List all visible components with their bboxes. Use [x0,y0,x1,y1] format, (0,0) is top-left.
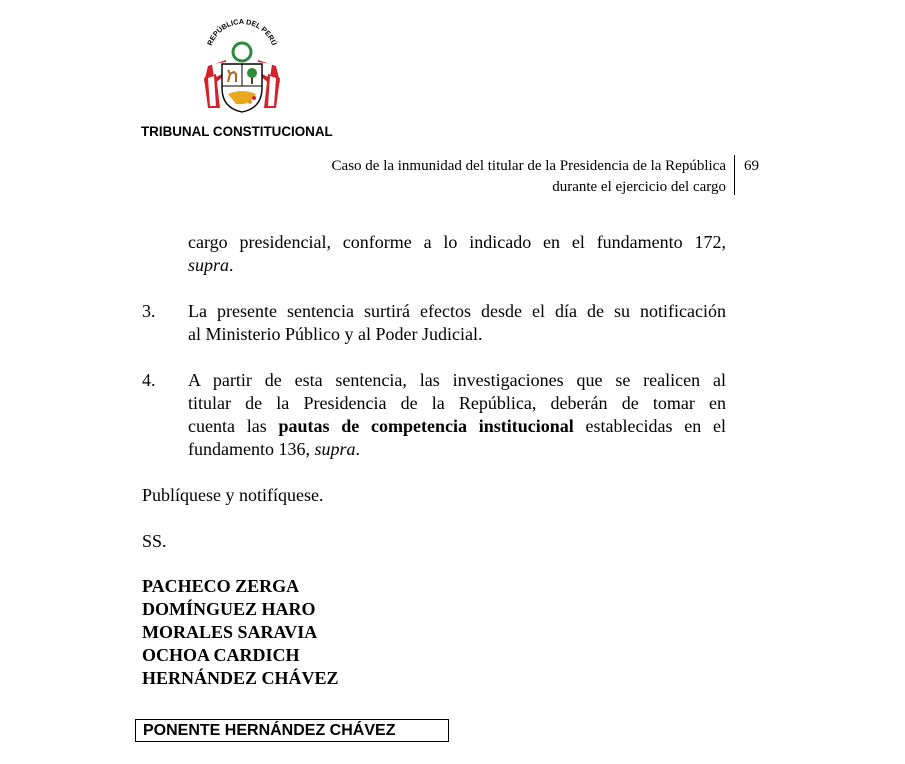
continuation-line-2 [188,254,726,277]
supra-italic: supra [314,439,356,459]
item-4-line-2: titular de la Presidencia de la República, deberán de tomar en [188,393,726,413]
bold-phrase: pautas de competencia institucional [278,416,574,436]
signature-name: PACHECO ZERGA [142,576,300,596]
seal-text: REPÚBLICA DEL PERÚ [205,16,279,47]
page-number: 69 [744,158,759,174]
coat-of-arms-icon [190,16,294,116]
institution-name: TRIBUNAL CONSTITUCIONAL [141,124,333,139]
ponente-box [135,719,449,742]
republic-seal [190,16,294,116]
closing-line: Publíquese y notifíquese. [142,485,324,505]
item-4-number: 4. [142,370,156,390]
item-4-line-3 [188,415,726,438]
signature-name: OCHOA CARDICH [142,645,300,665]
continuation-paragraph [188,231,726,277]
item-4-line-3-end: establecidas en el [585,416,727,436]
header-divider [734,155,735,195]
case-title [240,156,726,198]
item-3-line-1: La presente sentencia surtirá efectos desde el día de su notificación [188,301,726,321]
signature-list [142,575,339,690]
item-3-line-2: al Ministerio Público y al Poder Judicial. [188,324,483,344]
ponente-label: PONENTE HERNÁNDEZ CHÁVEZ [143,722,396,739]
supra-italic: supra [188,255,230,275]
continuation-line-1: cargo presidencial, conforme a lo indicado en el fundamento 172, [188,232,726,252]
item-3-number: 3. [142,301,156,321]
signature-name: DOMÍNGUEZ HARO [142,599,316,619]
signature-name: MORALES SARAVIA [142,622,318,642]
item-4-line-3-start: cuenta las [188,416,267,436]
item-4-line-1: A partir de esta sentencia, las investigaciones que se realicen al [188,370,726,390]
signature-name: HERNÁNDEZ CHÁVEZ [142,668,339,688]
item-4-line-4 [188,438,726,461]
case-title-line-2: durante el ejercicio del cargo [552,179,726,195]
case-title-line-1: Caso de la inmunidad del titular de la Presidencia de la República [331,158,726,174]
item-4-paragraph [188,369,726,461]
ss-line: SS. [142,531,167,551]
item-3-paragraph [188,300,726,346]
period: . [355,439,360,459]
period: . [229,255,234,275]
item-4-line-4-start: fundamento 136, [188,439,310,459]
